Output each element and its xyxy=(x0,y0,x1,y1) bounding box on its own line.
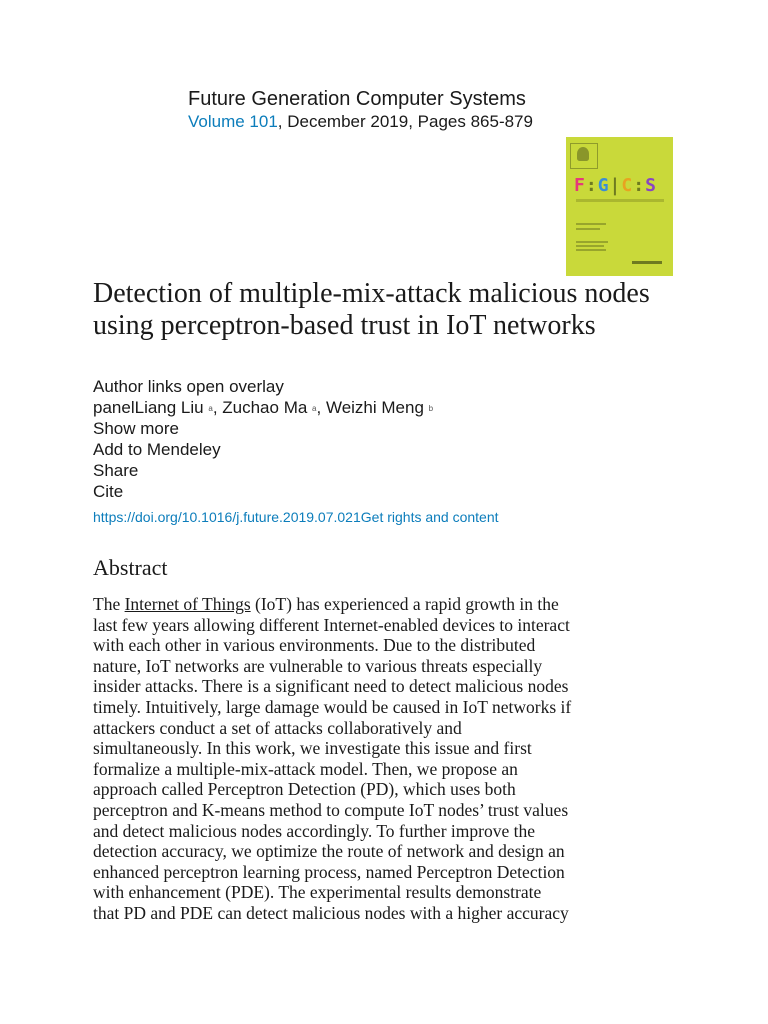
cover-masthead: F:G|C:S xyxy=(574,175,657,196)
author-link[interactable]: Zuchao Ma xyxy=(222,398,308,417)
abstract-line: formalize a multiple-mix-attack model. Then, we propose an xyxy=(93,758,518,779)
abstract-line: perceptron and K-means method to compute IoT nodes’ trust values xyxy=(93,799,569,820)
cover-text-line xyxy=(576,223,606,225)
author-list: panelLiang Liu $^a$, Zuchao Ma $^a$, Weizhi Meng $^b$ xyxy=(93,398,434,417)
abstract-line: attackers conduct a set of attacks collaboratively and xyxy=(93,717,462,738)
affiliation-mark[interactable]: a xyxy=(312,404,317,413)
tree-logo-icon xyxy=(577,147,589,161)
add-to-mendeley-button[interactable]: Add to Mendeley xyxy=(93,440,221,459)
article-title: Detection of multiple-mix-attack malicious nodes using perceptron-based trust in IoT networks xyxy=(93,278,650,341)
author-links-toggle[interactable]: Author links open overlay xyxy=(93,377,284,396)
author-link[interactable]: Weizhi Meng xyxy=(325,398,424,417)
issue-details: , December 2019, Pages 865-879 xyxy=(277,112,533,131)
abstract-line: enhanced perceptron learning process, named Perceptron Detection xyxy=(93,861,565,882)
abstract-heading: Abstract xyxy=(93,555,168,580)
cover-text-line xyxy=(576,241,608,243)
cover-tagline xyxy=(576,199,664,202)
abstract-line: timely. Intuitively, large damage would be caused in IoT networks if xyxy=(93,696,572,717)
journal-cover-image[interactable] xyxy=(566,137,673,276)
abstract-line: approach called Perceptron Detection (PD), which uses both xyxy=(93,779,516,800)
rights-link[interactable]: Get rights and content xyxy=(360,509,499,525)
volume-link[interactable]: Volume 101 xyxy=(188,112,278,131)
cover-text-line xyxy=(576,245,604,247)
internet-of-things-link[interactable]: Internet of Things xyxy=(124,594,251,614)
show-more-button[interactable]: Show more xyxy=(93,419,179,438)
share-button[interactable]: Share xyxy=(93,461,139,480)
affiliation-mark[interactable]: b xyxy=(428,404,434,413)
doi-link[interactable]: https://doi.org/10.1016/j.future.2019.07.021 xyxy=(93,509,361,525)
cover-text-line xyxy=(576,228,600,230)
abstract-line: with enhancement (PDE). The experimental results demonstrate xyxy=(93,882,542,903)
abstract-line: nature, IoT networks are vulnerable to various threats especially xyxy=(93,655,543,676)
cover-letter-g: G xyxy=(597,175,610,196)
cite-button[interactable]: Cite xyxy=(93,482,124,501)
abstract-line: last few years allowing different Internet-enabled devices to interact xyxy=(93,614,570,635)
cover-letter-f: F xyxy=(574,175,586,196)
cover-letter-s: S xyxy=(645,175,657,196)
abstract-text xyxy=(93,594,683,924)
abstract-line: detection accuracy, we optimize the route of network and design an xyxy=(93,841,565,862)
author-link[interactable]: Liang Liu xyxy=(134,398,204,417)
abstract-line: simultaneously. In this work, we investigate this issue and first xyxy=(93,738,532,759)
cover-publisher-mark xyxy=(632,261,662,264)
issue-line xyxy=(188,112,533,132)
abstract-line: with each other in various environments. Due to the distributed xyxy=(93,635,536,656)
journal-name[interactable]: Future Generation Computer Systems xyxy=(188,88,526,110)
cover-text-line xyxy=(576,249,606,251)
affiliation-mark[interactable]: a xyxy=(208,404,213,413)
cover-letter-c: C xyxy=(621,175,634,196)
abstract-line: insider attacks. There is a significant need to detect malicious nodes xyxy=(93,676,569,697)
authors-prefix: panel xyxy=(93,398,135,417)
abstract-line: and detect malicious nodes accordingly. To further improve the xyxy=(93,820,535,841)
abstract-line: The Internet of Things (IoT) has experienced a rapid growth in the xyxy=(93,594,559,614)
abstract-line: that PD and PDE can detect malicious nodes with a higher accuracy xyxy=(93,902,569,923)
doi-line xyxy=(93,509,499,525)
